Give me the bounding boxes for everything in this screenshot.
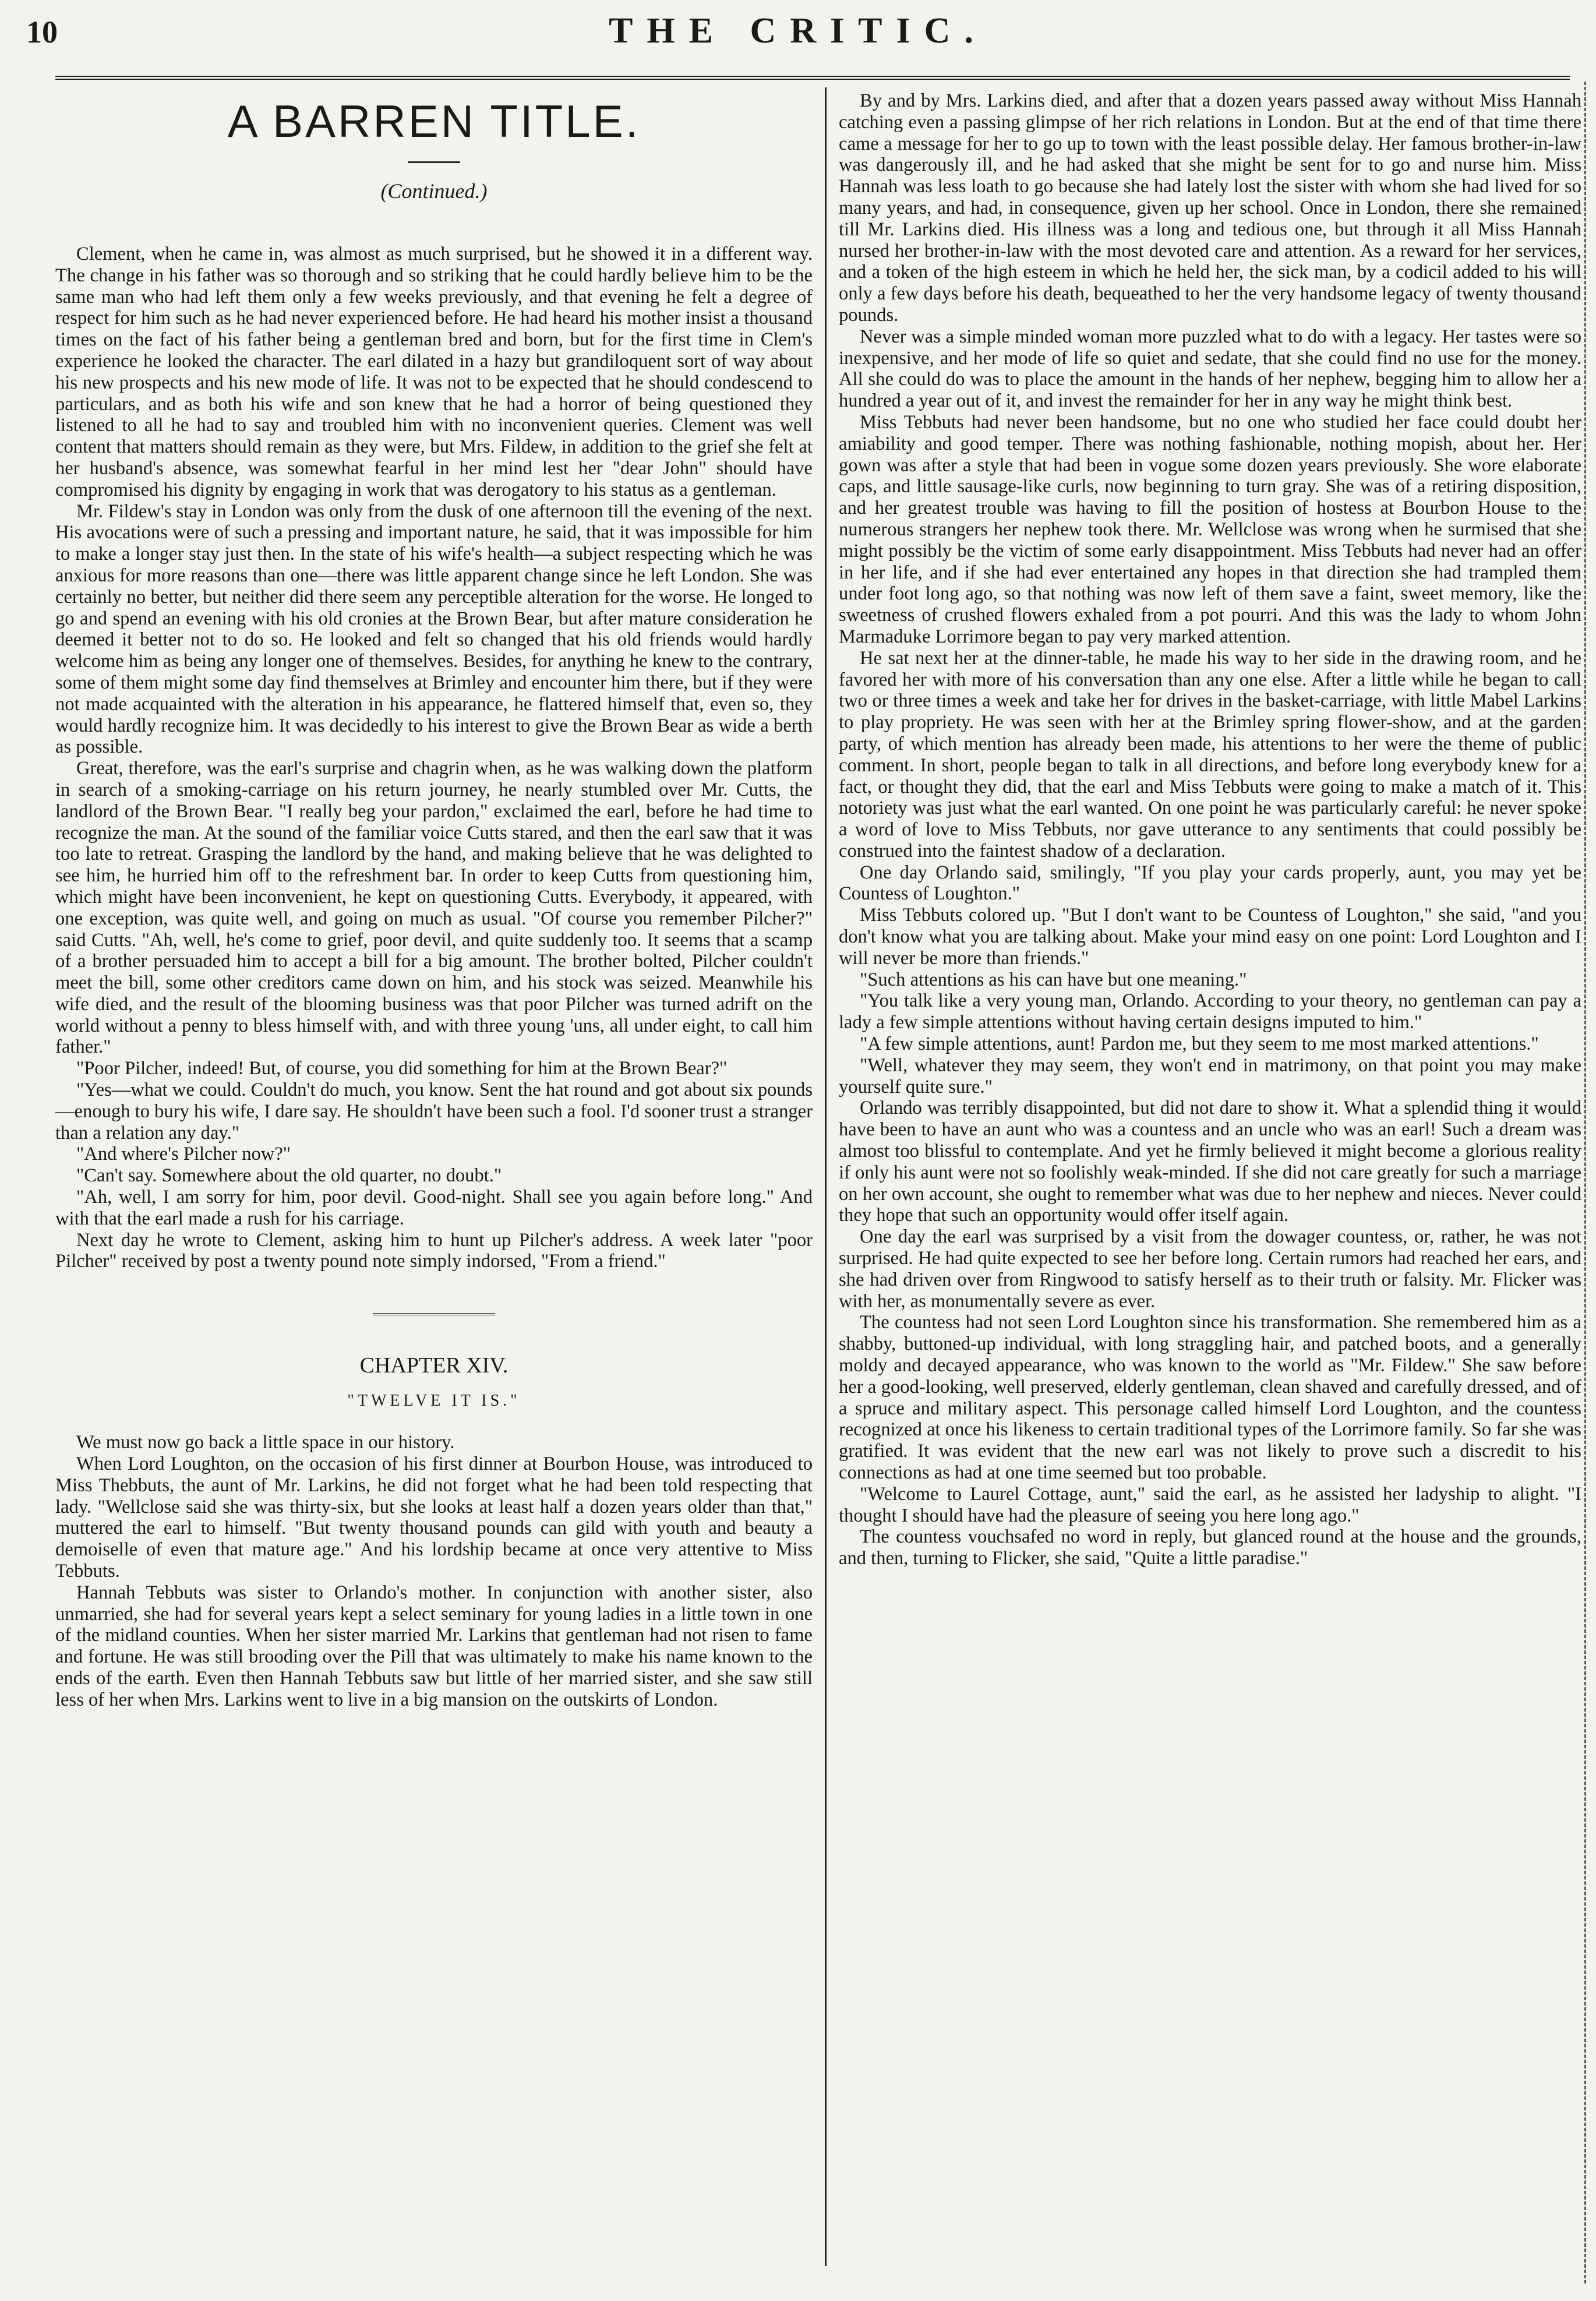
paragraph: "A few simple attentions, aunt! Pardon me, but they seem to me most marked attentions." — [860, 1033, 1539, 1055]
paragraph: "You talk like a very young man, Orlando. According to your theory, no gentleman can pay a lady a few simple attentions without having certain designs imputed to him." — [839, 990, 1581, 1033]
paragraph: Miss Tebbuts colored up. "But I don't want to be Countess of Loughton," she said, "and you don't know what you are talking about. Make your mind easy on one point: Lord Loughton and I will never be more than friends." — [839, 905, 1581, 969]
paragraph: "Yes—what we could. Couldn't do much, you know. Sent the hat round and got about six pounds—enough to bury his wife, I dare say. He shouldn't have been such a fool. I'd sooner trust a stranger than a relation any day." — [55, 1079, 813, 1144]
paragraph: "Poor Pilcher, indeed! But, of course, you did something for him at the Brown Bear?" — [76, 1058, 728, 1079]
page-edge — [1584, 82, 1586, 2284]
column-divider — [825, 87, 827, 2266]
paragraph: We must now go back a little space in our history. — [76, 1432, 455, 1453]
paragraph: One day Orlando said, smilingly, "If you play your cards properly, aunt, you may yet be Countess of Loughton." — [839, 862, 1581, 905]
chapter-heading: CHAPTER XIV. — [359, 1353, 509, 1378]
paragraph: Great, therefore, was the earl's surprise and chagrin when, as he was walking down the platform in search of a smoking-carriage on his return journey, he nearly stumbled over Mr. Cutts, the landlord of the Brown Bear. "I really beg your pardon," exclaimed the earl, before he had time to recognize the man. At the sound of the familiar voice Cutts stared, and then the earl saw that it was too late to retreat. Grasping the landlord by the hand, and making believe that he was delighted to see him, he hurried him off to the refreshment bar. In order to keep Cutts from questioning him, which might have been inconvenient, he kept on questioning Cutts. Everybody, it appeared, with one exception, was quite well, and going on much as usual. "Of course you remember Pilcher?" said Cutts. "Ah, well, he's come to grief, poor devil, and quite suddenly too. It seems that a scamp of a brother persuaded him to accept a bill for a big amount. The brother bolted, Pilcher couldn't meet the bill, some other creditors came down on him, and his stock was seized. Meanwhile his wife died, and the result of the blooming business was that poor Pilcher was turned adrift on the world without a penny to bless himself with, and with three young 'uns, all under eight, to call him father." — [55, 758, 813, 1058]
paragraph: Miss Tebbuts had never been handsome, but no one who studied her face could doubt her amiability and good temper. There was nothing fashionable, nothing mopish, about her. Her gown was after a style that had been in vogue some dozen years previously. She wore elaborate caps, and little sausage-like curls, now beginning to turn gray. She was of a retiring disposition, and her greatest trouble was having to fill the position of hostess at Bourbon House to the numerous strangers her nephew took there. Mr. Wellclose was wrong when he surmised that she might possibly be the victim of some early disappointment. Miss Tebbuts had never had an offer in her life, and if she had ever entertained any hopes in that direction she had trampled them under foot long ago, so that nothing was now left of them save a faint, sweet memory, like the sweetness of crushed flowers exhaled from a pot pourri. And this was the lady to whom John Marmaduke Lorrimore began to pay very marked attention. — [839, 411, 1581, 647]
paragraph: The countess vouchsafed no word in reply, but glanced round at the house and the grounds, and then, turning to Flicker, she said, "Quite a little paradise." — [839, 1526, 1581, 1569]
chapter-subtitle: "TWELVE IT IS." — [347, 1392, 521, 1410]
paragraph: Clement, when he came in, was almost as much surprised, but he showed it in a different way. The change in his father was so thorough and so striking that he could hardly believe him to be the same man who had left them only a few weeks previously, and that evening he felt a degree of respect for him such as he had never experienced before. He had heard his mother insist a thousand times on the fact of his father being a gentleman bred and born, but for the first time in Clem's experience he looked the character. The earl dilated in a hazy but grandiloquent sort of way about his new prospects and his new mode of life. It was not to be expected that he should condescend to particulars, and as both his wife and son knew that he had a horror of being questioned they listened to all he had to say and troubled him with no inconvenient queries. Clement was well content that matters should remain as they were, but Mrs. Fildew, in addition to the grief she felt at her husband's absence, was somewhat fearful in her mind lest her "dear John" should have compromised his dignity by engaging in work that was derogatory to his status as a gentleman. — [55, 243, 813, 500]
paragraph: Hannah Tebbuts was sister to Orlando's mother. In conjunction with another sister, also unmarried, she had for several years kept a select seminary for young ladies in a little town in one of the midland counties. When her sister married Mr. Larkins that gentleman had not risen to fame and fortune. He was still brooding over the Pill that was ultimately to make his name known to the ends of the earth. Even then Hannah Tebbuts saw but little of her married sister, and she saw still less of her when Mrs. Larkins went to live in a big mansion on the outskirts of London. — [55, 1582, 813, 1710]
paragraph: When Lord Loughton, on the occasion of his first dinner at Bourbon House, was introduced to Miss Thebbuts, the aunt of Mr. Larkins, he did not forget what he had been told respecting that lady. "Wellclose said she was thirty-six, but she looks at least half a dozen years older than that," muttered the earl to himself. "But twenty thousand pounds can gild with youth and beauty a demoiselle of even that mature age." And his lordship became at once very attentive to Miss Tebbuts. — [55, 1453, 813, 1582]
masthead-rule — [55, 76, 1570, 80]
paragraph: He sat next her at the dinner-table, he made his way to her side in the drawing room, and he favored her with more of his conversation than any one else. After a little while he began to call two or three times a week and take her for drives in the basket-carriage, with little Mabel Larkins to play propriety. He was seen with her at the Brimley spring flower-show, and at the garden party, of which mention has already been made, his attentions to her were the theme of public comment. In short, people began to talk in all directions, and before long everybody knew for a fact, or thought they did, that the earl and Miss Tebbuts were going to make a match of it. This notoriety was just what the earl wanted. On one point he was particularly careful: he never spoke a word of love to Miss Tebbuts, nor gave utterance to any sentiments that could possibly be construed into the faintest shadow of a declaration. — [839, 647, 1581, 862]
paragraph: The countess had not seen Lord Loughton since his transformation. She remembered him as a shabby, buttoned-up individual, with long straggling hair, and patched boots, and a generally moldy and decayed appearance, who was known to the world as "Mr. Fildew." She saw before her a good-looking, well preserved, elderly gentleman, clean shaved and carefully dressed, and of a spruce and military aspect. This personage called himself Lord Loughton, and the countess recognized at once his likeness to certain traditional types of the Lorrimore family. So far she was gratified. It was evident that the new earl was not likely to prove such a discredit to his connections as had at one time seemed but too probable. — [839, 1312, 1581, 1483]
title-rule — [408, 161, 460, 163]
right-column — [839, 90, 1581, 2257]
left-paragraphs — [55, 243, 813, 1272]
right-paragraphs — [839, 90, 1581, 1569]
paragraph: "Well, whatever they may seem, they won't end in matrimony, on that point you may make yourself quite sure." — [839, 1054, 1581, 1097]
paragraph: One day the earl was surprised by a visit from the dowager countess, or, rather, he was not surprised. He had quite expected to see her before long. Certain rumors had reached her ears, and she had driven over from Ringwood to satisfy herself as to their truth or falsity. Mr. Flicker was with her, as monumentally severe as ever. — [839, 1226, 1581, 1312]
continued-note: (Continued.) — [380, 179, 488, 203]
paragraph: "Such attentions as his can have but one meaning." — [860, 969, 1247, 990]
paragraph: "And where's Pilcher now?" — [76, 1144, 291, 1165]
chapter-rule — [373, 1313, 495, 1318]
chapter-paragraphs — [55, 1432, 813, 1710]
page-number: 10 — [26, 15, 58, 50]
paragraph: Never was a simple minded woman more puzzled what to do with a legacy. Her tastes were so inexpensive, and her mode of life so quiet and sedate, that she could find no use for the money. All she could do was to place the amount in the hands of her nephew, begging him to allow her a hundred a year out of it, and invest the remainder for her in any way he might think best. — [839, 326, 1581, 412]
paragraph: "Can't say. Somewhere about the old quarter, no doubt." — [76, 1165, 502, 1187]
paragraph: By and by Mrs. Larkins died, and after that a dozen years passed away without Miss Hannah catching even a passing glimpse of her rich relations in London. But at the end of that time there came a message for her to go up to town with the least possible delay. Her famous brother-in-law was dangerously ill, and he had asked that she might be sent for to go and nurse him. Miss Hannah was less loath to go because she had lately lost the sister with whom she had lived for so many years, and had, in consequence, given up her school. Once in London, there she remained till Mr. Larkins died. His illness was a long and tedious one, but through it all Miss Hannah nursed her brother-in-law with the most devoted care and attention. As a reward for her services, and a token of the high esteem in which he held her, the sick man, by a codicil added to his will only a few days before his death, bequeathed to her the very handsome legacy of twenty thousand pounds. — [839, 90, 1581, 326]
paragraph: "Ah, well, I am sorry for him, poor devil. Good-night. Shall see you again before long." And with that the earl made a rush for his carriage. — [55, 1187, 813, 1229]
paragraph: Mr. Fildew's stay in London was only from the dusk of one afternoon till the evening of the next. His avocations were of such a pressing and important nature, he said, that it was impossible for him to make a longer stay just then. In the state of his wife's health—a subject respecting which he was anxious for more reasons than one—there was little apparent change since he left London. She was certainly no better, but neither did there seem any perceptible alteration for the worse. He longed to go and spend an evening with his old cronies at the Brown Bear, but after mature consideration he deemed it better not to do so. He looked and felt so changed that his old friends would hardly welcome him as being any longer one of themselves. Besides, for anything he knew to the contrary, some of them might some day find themselves at Brimley and encounter him there, but if they were not made acquainted with the alteration in his appearance, he flattered himself that, even so, they would hardly recognize him. It was decidedly to his interest to give the Brown Bear as wide a berth as possible. — [55, 500, 813, 758]
paragraph: Next day he wrote to Clement, asking him to hunt up Pilcher's address. A week later "poor Pilcher" received by post a twenty pound note simply indorsed, "From a friend." — [55, 1229, 813, 1272]
left-column — [55, 90, 813, 2257]
paragraph: Orlando was terribly disappointed, but did not dare to show it. What a splendid thing it would have been to have an aunt who was a countess and an uncle who was an earl! Such a dream was almost too blissful to contemplate. And yet he firmly believed it might become a glorious reality if only his aunt were not so foolishly weak-minded. If she did not care greatly for such a marriage on her own account, she ought to remember what was due to her nephew and nieces. Never could they hope that such an opportunity would offer itself again. — [839, 1097, 1581, 1226]
paragraph: "Welcome to Laurel Cottage, aunt," said the earl, as he assisted her ladyship to alight. "I thought I should have had the pleasure of seeing you here long ago." — [839, 1483, 1581, 1526]
article-title: A BARREN TITLE. — [227, 96, 641, 147]
journal-title: THE CRITIC. — [609, 11, 987, 51]
